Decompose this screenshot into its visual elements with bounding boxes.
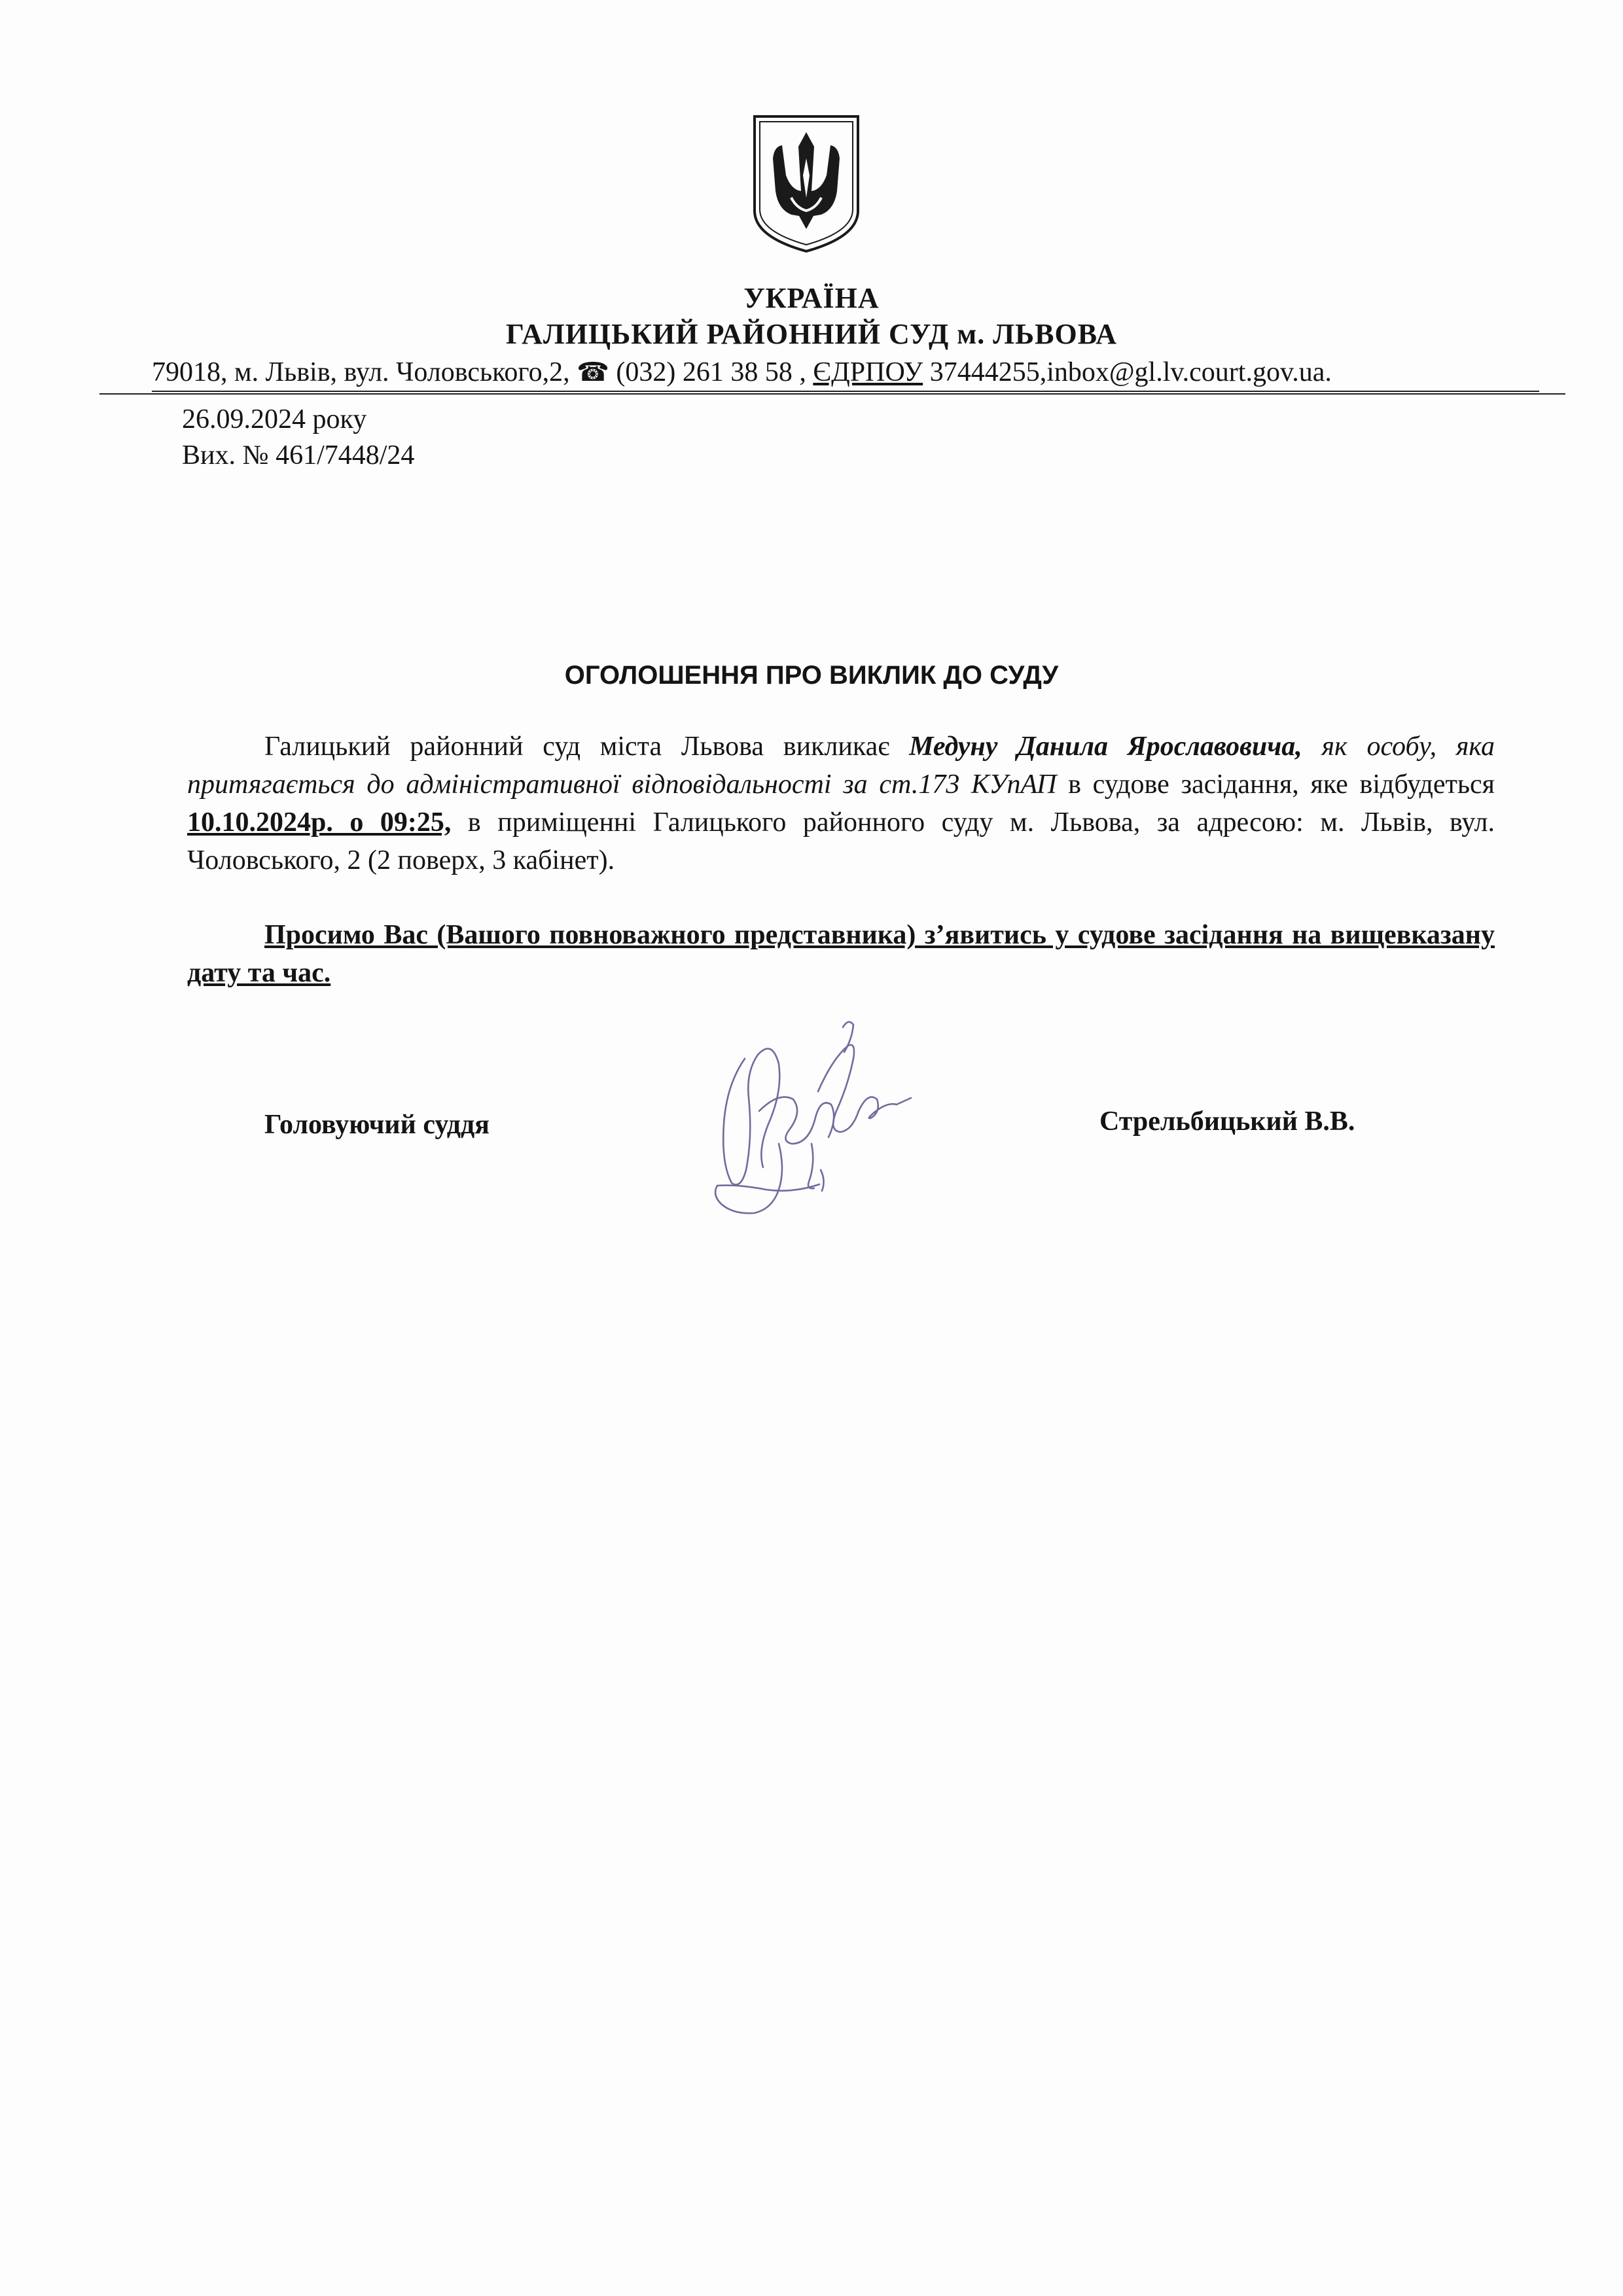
header-contact-line: [152, 357, 1539, 388]
document-date: 26.09.2024 року: [182, 404, 367, 434]
notice-title: ОГОЛОШЕННЯ ПРО ВИКЛИК ДО СУДУ: [564, 661, 1059, 690]
person-name: Медуну Данила Ярославовича,: [909, 732, 1302, 762]
header-country: УКРАЇНА: [743, 282, 880, 314]
ukraine-coat-of-arms-icon: [751, 113, 862, 255]
court-address: 79018, м. Львів, вул. Чоловського,2,: [152, 357, 570, 387]
telephone-icon: ☎: [577, 357, 609, 387]
body-intro: Галицький районний суд міста Львова викликає: [264, 732, 910, 762]
appearance-request: Просимо Вас (Вашого повноважного представника) з’явитись у судове засідання на вищевказану дату та час.: [187, 920, 1495, 988]
court-phone: (032) 261 38 58 ,: [609, 357, 813, 387]
header-rule-top: [152, 391, 1539, 392]
edrpou-label: ЄДРПОУ: [813, 357, 923, 387]
outgoing-number: Вих. № 461/7448/24: [182, 440, 415, 470]
hearing-datetime: 10.10.2024р. о 09:25,: [187, 807, 452, 838]
header-rule-bottom: [99, 393, 1565, 395]
judge-name: Стрельбицький В.В.: [1099, 1106, 1355, 1137]
notice-body: [187, 728, 1495, 879]
body-middle: в судове засідання, яке відбудеться: [1056, 769, 1495, 800]
judge-title: Головуючий суддя: [264, 1110, 490, 1140]
header-court-name: ГАЛИЦЬКИЙ РАЙОННИЙ СУД м. ЛЬВОВА: [505, 318, 1118, 350]
person-role: як особу, яка притягається до адміністративної відповідальності за ст.173 КУпАП: [187, 732, 1495, 800]
handwritten-signature: [681, 1013, 916, 1235]
body-end: в приміщенні Галицького районного суду м. Львова, за адресою: м. Львів, вул. Чоловського, 2 (2 поверх, 3 кабінет).: [187, 807, 1495, 875]
edrpou-and-email: 37444255,inbox@gl.lv.court.gov.ua.: [923, 357, 1332, 387]
